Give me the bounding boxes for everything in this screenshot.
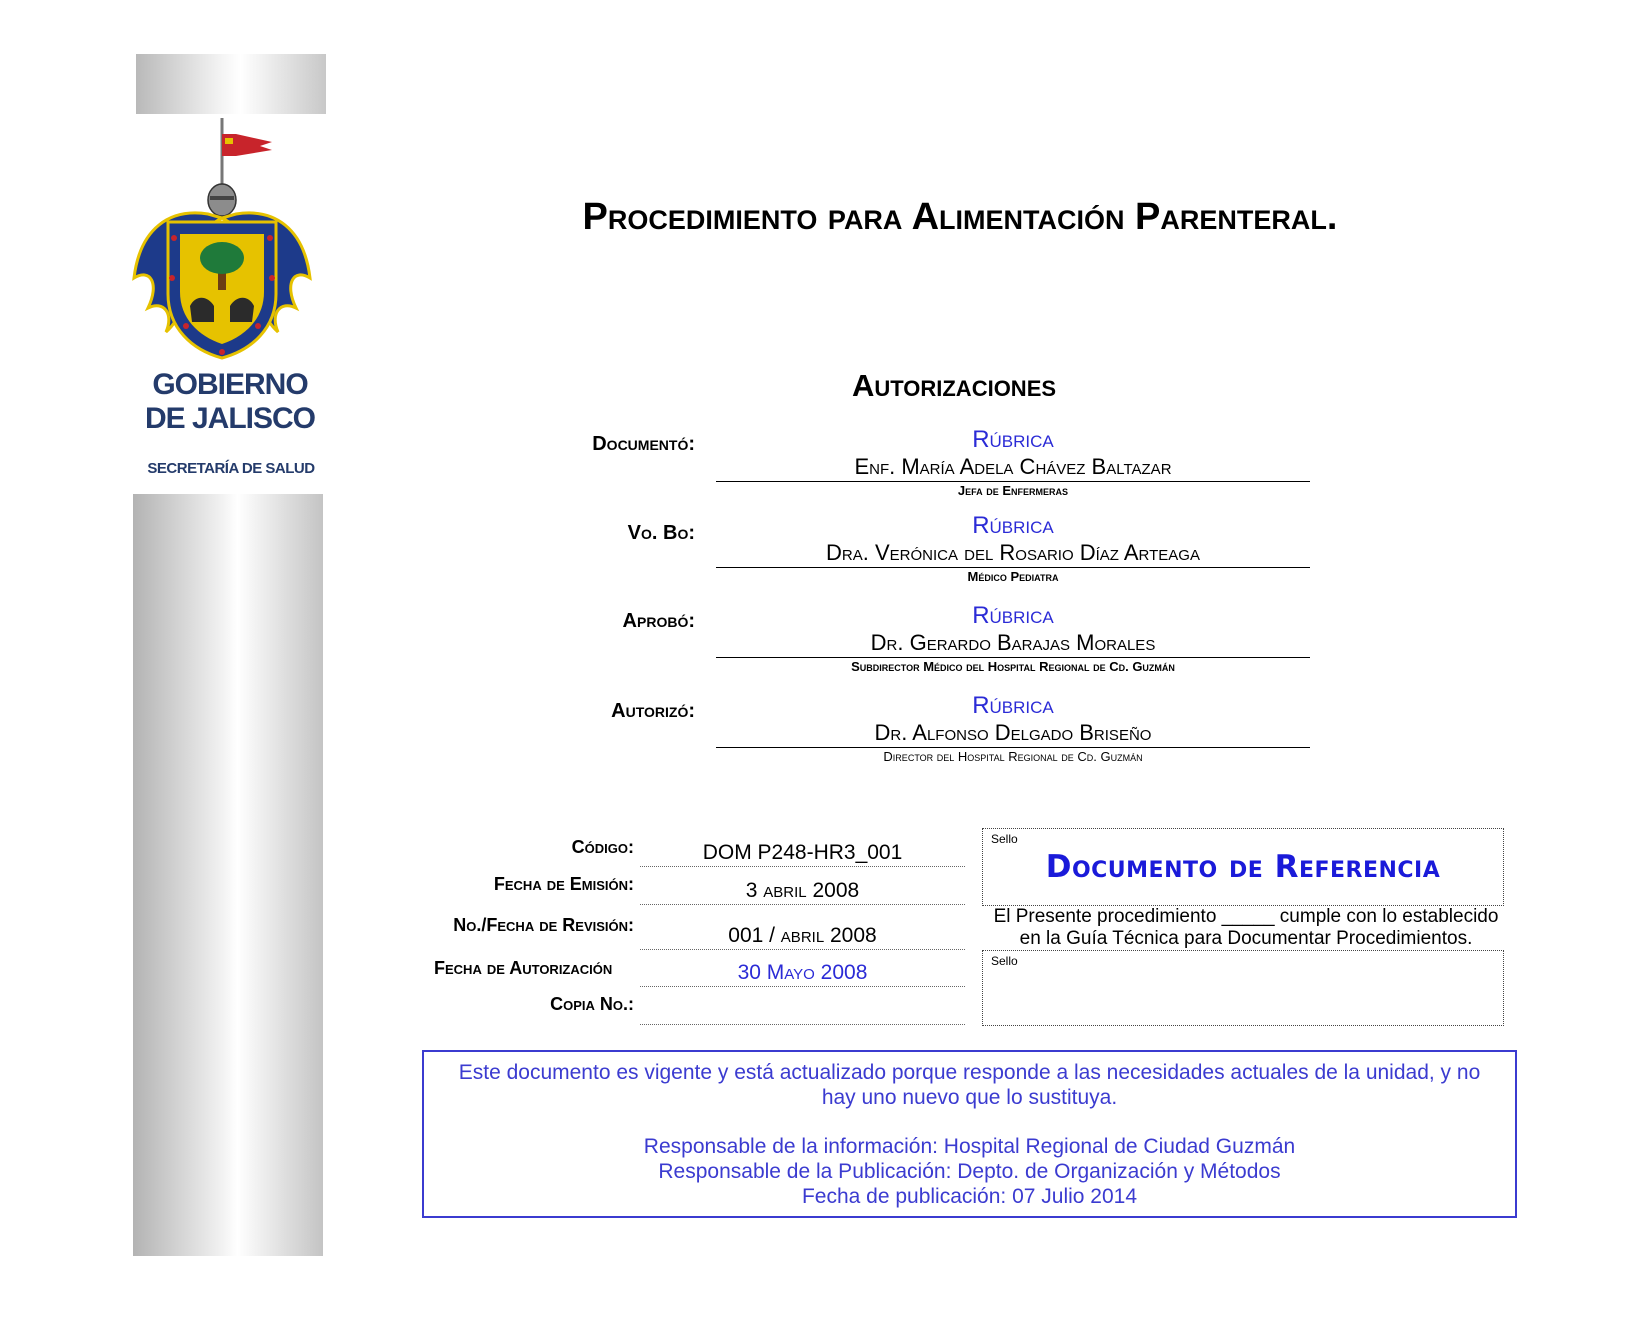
emision-label: Fecha de Emisión: [493,874,634,894]
copia-value [640,998,965,1025]
responsible-publication: Responsable de la Publicación: Depto. de Organización y Métodos [658,1160,1281,1183]
validity-line-2: hay uno nuevo que lo sustituya. [821,1086,1118,1109]
seal-label: Sello [991,954,1018,968]
signature-text: Rúbrica [972,512,1054,539]
autorizacion-label: Fecha de Autorización [434,958,613,978]
reference-title: Documento de Referencia [1045,849,1441,885]
signer-name: Dr. Alfonso Delgado Briseño [716,720,1310,748]
certification-line-1: El Presente procedimiento _____ cumple con lo establecido [993,906,1499,927]
autorizacion-value: 30 Mayo 2008 [640,960,965,987]
document-title: Procedimiento para Alimentación Parenteral. [582,196,1338,238]
auth-label-aprobo: Aprobó: [622,610,695,632]
emision-value: 3 abril 2008 [640,878,965,905]
codigo-label: Código: [571,837,634,857]
secretariat-name: SECRETARÍA DE SALUD [147,460,315,477]
revision-value: 001 / abril 2008 [640,923,965,950]
auth-label-vobo: Vo. Bo: [627,522,695,544]
signer-role: Director del Hospital Regional de Cd. Guzmán [883,749,1143,764]
codigo-value: DOM P248-HR3_001 [640,840,965,867]
validity-line-1: Este documento es vigente y está actualizado porque responde a las necesidades actuales de la unidad, y no [458,1061,1481,1084]
signer-name: Dr. Gerardo Barajas Morales [716,630,1310,658]
responsible-info: Responsable de la información: Hospital Regional de Ciudad Guzmán [643,1135,1296,1158]
certification-line-2: en la Guía Técnica para Documentar Procedimientos. [1019,928,1473,949]
auth-label-autorizo: Autorizó: [611,700,695,722]
publication-date: Fecha de publicación: 07 Julio 2014 [801,1185,1138,1208]
revision-label: No./Fecha de Revisión: [453,915,634,935]
signature-text: Rúbrica [972,602,1054,629]
signature-text: Rúbrica [972,426,1054,453]
sidebar-bottom-bar [133,494,323,1256]
sidebar-top-bar [136,54,326,114]
seal-label: Sello [991,832,1018,846]
reference-seal-box [982,828,1504,906]
signature-text: Rúbrica [972,692,1054,719]
auth-block-vobo [716,512,1310,585]
signer-name: Enf. María Adela Chávez Baltazar [716,454,1310,482]
auth-block-autorizo [716,692,1310,765]
signer-role: Subdirector Médico del Hospital Regional de Cd. Guzmán [851,659,1175,674]
signer-role: Médico Pediatra [967,569,1059,584]
authorizations-heading: Autorizaciones [851,368,1057,403]
auth-block-aprobo [716,602,1310,675]
auth-label-documento: Documentó: [592,433,695,455]
government-name: GOBIERNO DE JALISCO [144,368,316,435]
stamp-seal-box [982,950,1504,1026]
jalisco-coat-of-arms-icon [130,118,314,364]
auth-block-documento [716,426,1310,499]
copia-label: Copia No.: [550,994,634,1014]
signer-role: Jefa de Enfermeras [957,483,1069,498]
signer-name: Dra. Verónica del Rosario Díaz Arteaga [716,540,1310,568]
validity-notice-box [422,1050,1517,1218]
